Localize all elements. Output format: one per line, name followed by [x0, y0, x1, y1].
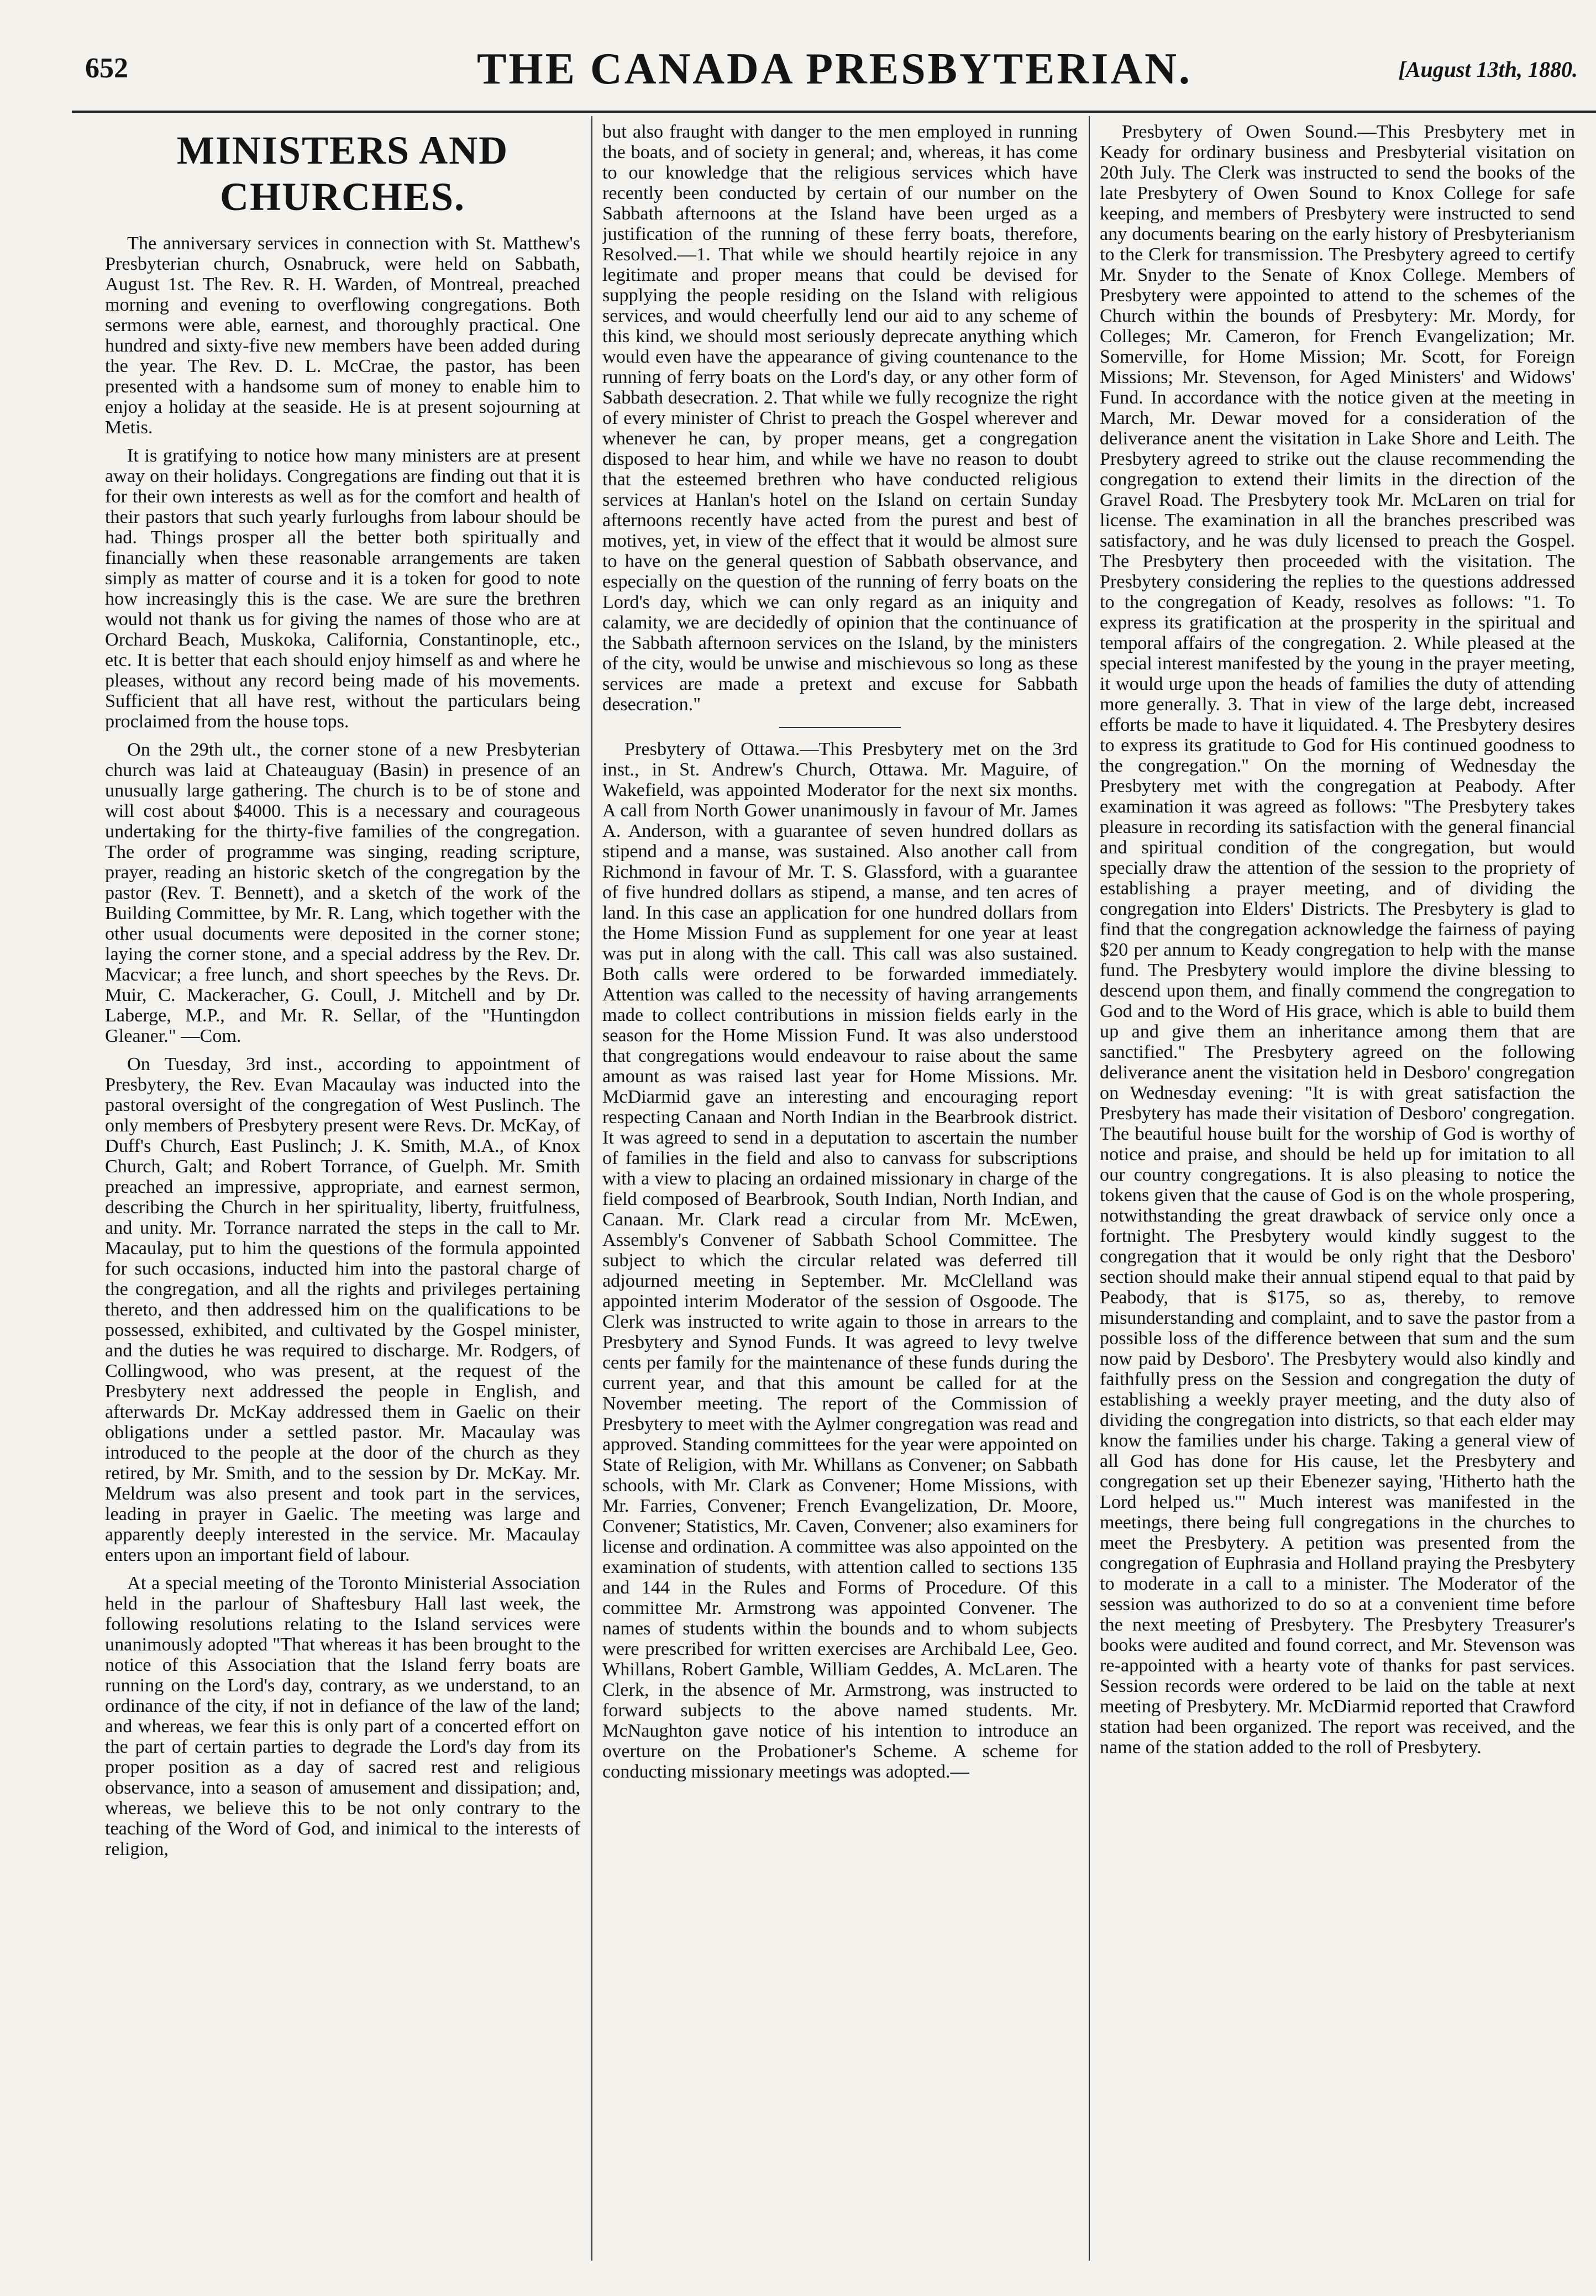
- article-paragraph: It is gratifying to notice how many ministers are at present away on their holidays. Congregations are finding out that it is for their own interests as well as for the comfort and health of their pastors that such yearly furloughs from labour should be had. Things prosper all the better both spiritually and financially when these reasonable arrangements are taken simply as matter of course and it is a token for good to note how increasingly this is the case. We are sure the brethren would not thank us for giving the names of those who are at Orchard Beach, Muskoka, California, Constantinople, etc., etc. It is better that each should enjoy himself as and where he pleases, without any record being made of his movements. Sufficient that all have rest, without the particulars being proclaimed from the house tops.: [105, 445, 580, 732]
- article-paragraph: Presbytery of Owen Sound.—This Presbytery met in Keady for ordinary business and Presbyterial visitation on 20th July. The Clerk was instructed to send the books of the late Presbytery of Owen Sound to Knox College for safe keeping, and members of Presbytery were instructed to send any documents bearing on the early history of Presbyterianism to the Clerk for transmission. The Presbytery agreed to certify Mr. Snyder to the Senate of Knox College. Members of Presbytery were appointed to attend to the schemes of the Church within the bounds of Presbytery: Mr. Mordy, for Colleges; Mr. Cameron, for French Evangelization; Mr. Somerville, for Home Mission; Mr. Scott, for Foreign Missions; Mr. Stevenson, for Aged Ministers' and Widows' Fund. In accordance with the notice given at the meeting in March, Mr. Dewar moved for a consideration of the deliverance anent the visitation in Lake Shore and Leith. The Presbytery agreed to strike out the clause recommending the congregation to extend their limits in the direction of the Gravel Road. The Presbytery took Mr. McLaren on trial for license. The examination in all the branches prescribed was satisfactory, and he was duly licensed to preach the Gospel. The Presbytery then proceeded with the visitation. The Presbytery considering the replies to the questions addressed to the congregation of Keady, resolves as follows: "1. To express its gratification at the prosperity in the spiritual and temporal affairs of the congregation. 2. While pleased at the special interest manifested by the young in the prayer meeting, it would urge upon the heads of families the duty of attending more generally. 3. That in view of the large debt, increased efforts be made to have it liquidated. 4. The Presbytery desires to express its gratitude to God for His continued goodness to the congregation." On the morning of Wednesday the Presbytery met with the congregation at Peabody. After examination it was agreed as follows: "The Presbytery takes pleasure in recording its satisfaction with the general financial and spiritual condition of the congregation, but would specially draw the attention of the session to the propriety of establishing a prayer meeting, and of dividing the congregation into Elders' Districts. The Presbytery is glad to find that the congregation acknowledge the fairness of paying $20 per annum to Keady congregation to help with the manse fund. The Presbytery would implore the divine blessing to descend upon them, and finally commend the congregation to God and to the Word of His grace, which is able to build them up and give them an inheritance among them that are sanctified." The Presbytery agreed on the following deliverance anent the visitation held in Desboro' congregation on Wednesday evening: "It is with great satisfaction the Presbytery has made their visitation of Desboro' congregation. The beautiful house built for the worship of God is worthy of notice and praise, and should be held up for imitation to all our country congregations. It is also pleasing to notice the tokens given that the cause of God is on the whole prospering, notwithstanding the great drawback of service only once a fortnight. The Presbytery would kindly suggest to the congregation that it would be only right that the Desboro' section should make their annual stipend equal to that paid by Peabody, that is $175, so as, thereby, to remove misunderstanding and complaint, and to save the pastor from a possible loss of the difference between that sum and the sum now paid by Desboro'. The Presbytery would also kindly and faithfully press on the Session and congregation the duty of establishing a weekly prayer meeting, and the duty also of dividing the congregation into districts, so that each elder may know the families under his charge. Taking a general view of all God has done for His cause, let the Presbytery and congregation set up their Ebenezer saying, 'Hitherto hath the Lord helped us.'" Much interest was manifested in the meetings, there being full congregations in the churches to meet the Presbytery. A petition was presented from the congregation of Euphrasia and Holland praying the Presbytery to moderate in a call to a minister. The Moderator of the session was authorized to do so at a convenient time before the next meeting of Presbytery. The Presbytery Treasurer's books were audited and found correct, and Mr. Stevenson was re-appointed with a hearty vote of thanks for past services. Session records were ordered to be laid on the table at next meeting of Presbytery. Mr. McDiarmid reported that Crawford station had been organized. The report was received, and the name of the station added to the roll of Presbytery.: [1100, 122, 1575, 1758]
- column-3: [1100, 122, 1575, 2277]
- column-1: [105, 122, 580, 2222]
- article-paragraph: The anniversary services in connection with St. Matthew's Presbyterian church, Osnabruck, were held on Sabbath, August 1st. The Rev. R. H. Warden, of Montreal, preached morning and evening to overflowing congregations. Both sermons were able, earnest, and thoroughly practical. One hundred and sixty-five new members have been added during the year. The Rev. D. L. McCrae, the pastor, has been presented with a handsome sum of money to enable him to enjoy a holiday at the seaside. He is at present sojourning at Metis.: [105, 233, 580, 438]
- header-rule: [72, 111, 1596, 113]
- article-separator: [779, 727, 901, 728]
- column-divider: [591, 116, 592, 2261]
- article-paragraph: At a special meeting of the Toronto Ministerial Association held in the parlour of Shaftesbury Hall last week, the following resolutions relating to the Island services were unanimously adopted "That whereas it has been brought to the notice of this Association that the Island ferry boats are running on the Lord's day, contrary, as we understand, to an ordinance of the city, if not in defiance of the law of the land; and whereas, we fear this is only part of a concerted effort on the part of certain parties to degrade the Lord's day from its proper position as a day of sacred rest and religious observance, into a season of amusement and dissipation; and, whereas, we believe this to be not only contrary to the teaching of the Word of God, and inimical to the interests of religion,: [105, 1573, 580, 1859]
- article-paragraph: On Tuesday, 3rd inst., according to appointment of Presbytery, the Rev. Evan Macaulay was inducted into the pastoral oversight of the congregation of West Puslinch. The only members of Presbytery present were Revs. Dr. McKay, of Duff's Church, East Puslinch; J. K. Smith, M.A., of Knox Church, Galt; and Robert Torrance, of Guelph. Mr. Smith preached an impressive, appropriate, and earnest sermon, describing the Church in her spirituality, liberty, fruitfulness, and unity. Mr. Torrance narrated the steps in the call to Mr. Macaulay, put to him the questions of the formula appointed for such occasions, inducted him into the pastoral charge of the congregation, and all the rights and privileges pertaining thereto, and then addressed him on the qualifications to be possessed, exhibited, and cultivated by the Gospel minister, and the duties he was required to discharge. Mr. Rodgers, of Collingwood, who was present, at the request of the Presbytery next addressed the people in English, and afterwards Dr. McKay addressed them in Gaelic on their obligations under a settled pastor. Mr. Macaulay was introduced to the people at the door of the church as they retired, by Mr. Smith, and to the session by Dr. McKay. Mr. Meldrum was also present and took part in the services, leading in prayer in Gaelic. The meeting was large and apparently deeply interested in the service. Mr. Macaulay enters upon an important field of labour.: [105, 1054, 580, 1565]
- issue-date: [August 13th, 1880.: [1398, 57, 1578, 82]
- article-paragraph: Presbytery of Ottawa.—This Presbytery met on the 3rd inst., in St. Andrew's Church, Ottawa. Mr. Maguire, of Wakefield, was appointed Moderator for the next six months. A call from North Gower unanimously in favour of Mr. James A. Anderson, with a guarantee of seven hundred dollars as stipend and a manse, was sustained. Also another call from Richmond in favour of Mr. T. S. Glassford, with a guarantee of five hundred dollars as stipend, a manse, and ten acres of land. In this case an application for one hundred dollars from the Home Mission Fund as supplement for one year at least was put in along with the call. This call was also sustained. Both calls were ordered to be forwarded immediately. Attention was called to the necessity of having arrangements made to collect contributions in mission fields early in the season for the Home Mission Fund. It was also understood that congregations would endeavour to raise about the same amount as was raised last year for Home Missions. Mr. McDiarmid gave an interesting and encouraging report respecting Canaan and North Indian in the Bearbrook district. It was agreed to send in a deputation to ascertain the number of families in the field and also to canvass for subscriptions with a view to placing an ordained missionary in charge of the field composed of Bearbrook, South Indian, North Indian, and Canaan. Mr. Clark read a circular from Mr. McEwen, Assembly's Convener of Sabbath School Committee. The subject to which the circular related was deferred till adjourned meeting in September. Mr. McClelland was appointed interim Moderator of the session of Osgoode. The Clerk was instructed to write again to those in arrears to the Presbytery and Synod Funds. It was agreed to levy twelve cents per family for the maintenance of these funds during the current year, and that this amount be called for at the November meeting. The report of the Commission of Presbytery to meet with the Aylmer congregation was read and approved. Standing committees for the year were appointed on State of Religion, with Mr. Whillans as Convener; on Sabbath schools, with Mr. Clark as Convener; Home Missions, with Mr. Farries, Convener; French Evangelization, Dr. Moore, Convener; Statistics, Mr. Caven, Convener; also examiners for license and ordination. A committee was also appointed on the examination of students, with attention called to sections 135 and 144 in the Rules and Forms of Procedure. Of this committee Mr. Armstrong was appointed Convener. The names of students within the bounds and to whom subjects were prescribed for written exercises are Archibald Lee, Geo. Whillans, Robert Gamble, William Geddes, A. McLaren. The Clerk, in the absence of Mr. Armstrong, was instructed to forward subjects to the above named students. Mr. McNaughton gave notice of his intention to introduce an overture on the Probationer's Scheme. A scheme for conducting missionary meetings was adopted.—: [602, 739, 1078, 1782]
- column-2: [602, 122, 1078, 2277]
- section-heading: MINISTERS AND CHURCHES.: [176, 128, 509, 219]
- column-divider: [1089, 116, 1090, 2261]
- page-header: [72, 34, 1596, 101]
- article-paragraph: On the 29th ult., the corner stone of a new Presbyterian church was laid at Chateauguay (Basin) in presence of an unusually large gathering. The church is to be of stone and will cost about $4000. This is a necessary and courageous undertaking for the thirty-five families of the congregation. The order of programme was singing, reading scripture, prayer, reading an historic sketch of the congregation by the pastor (Rev. T. Bennett), and a sketch of the work of the Building Committee, by Mr. R. Lang, which together with the other usual documents were deposited in the corner stone; laying the corner stone, and a special address by the Rev. Dr. Macvicar; a free lunch, and short speeches by the Revs. Dr. Muir, C. Mackeracher, G. Coull, J. Mitchell and by Dr. Laberge, M.P., and Mr. R. Sellar, of the "Huntingdon Gleaner." —Com.: [105, 740, 580, 1046]
- masthead-title: THE CANADA PRESBYTERIAN.: [477, 45, 1192, 93]
- page-number: 652: [85, 53, 128, 84]
- article-paragraph: but also fraught with danger to the men employed in running the boats, and of society in general; and, whereas, it has come to our knowledge that the religious services which have recently been conducted by certain of our number on the Sabbath afternoons at the Island have been urged as a justification of the running of these ferry boats, therefore, Resolved.—1. That while we should heartily rejoice in any legitimate and proper means that could be devised for supplying the people residing on the Island with religious services, and would cheerfully lend our aid to any scheme of this kind, we should most seriously deprecate anything which would even have the appearance of giving countenance to the running of ferry boats on the Lord's day, or any other form of Sabbath desecration. 2. That while we fully recognize the right of every minister of Christ to preach the Gospel wherever and whenever he can, by proper means, get a congregation disposed to hear him, and while we have no reason to doubt that the esteemed brethren who have conducted religious services at Hanlan's hotel on the Island on certain Sunday afternoons recently have acted from the purest and best of motives, yet, in view of the effect that it would be almost sure to have on the general question of Sabbath observance, and especially on the question of the running of ferry boats on the Lord's day, which we can only regard as an iniquity and calamity, we are decidedly of opinion that the continuance of the Sabbath afternoon services on the Island, by the ministers of the city, would be unwise and mischievous so long as these services are made a pretext and excuse for Sabbath desecration.": [602, 122, 1078, 715]
